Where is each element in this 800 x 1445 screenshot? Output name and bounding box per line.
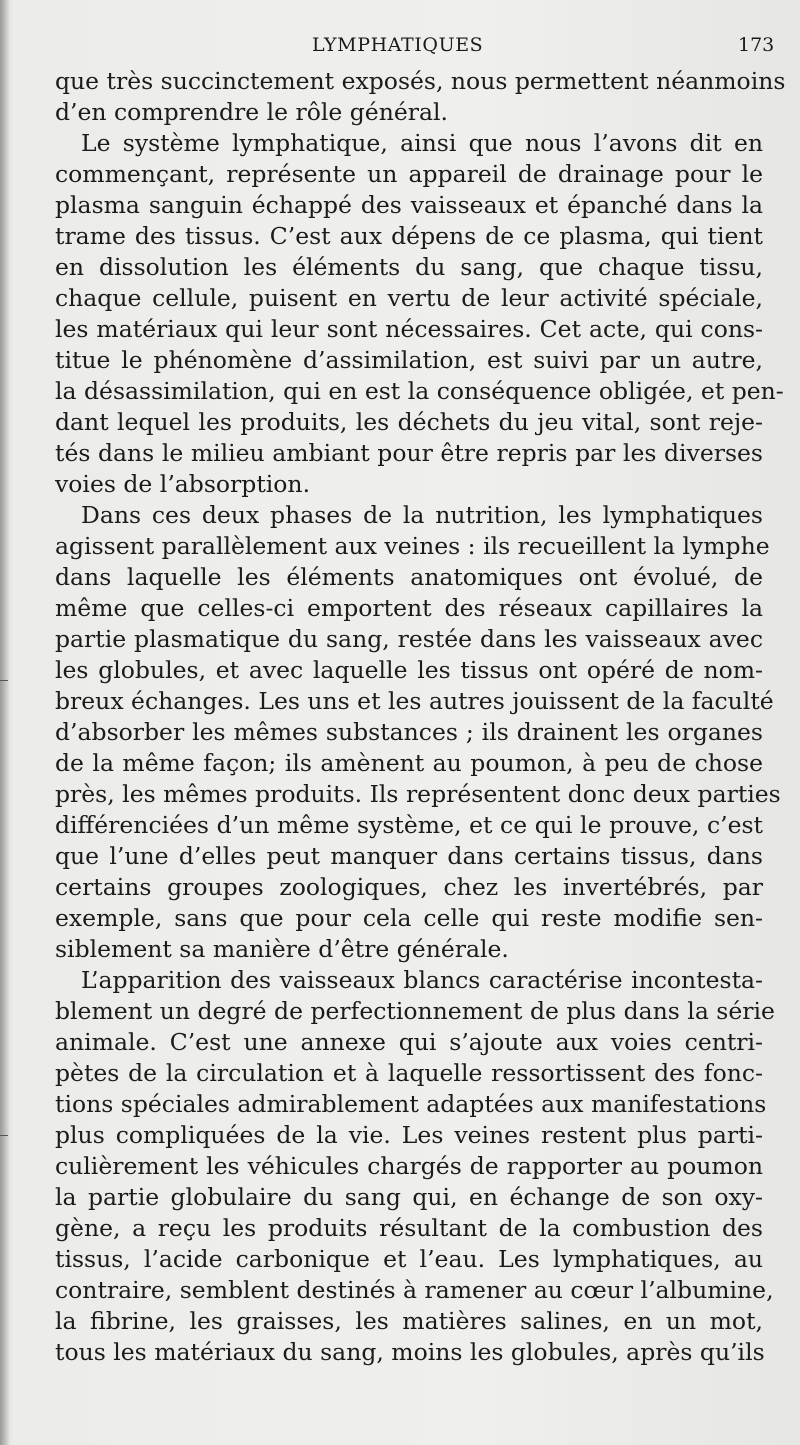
text-line: différenciées d’un même système, et ce qui le prouve, c’est [55,811,763,839]
text-line: gène, a reçu les produits résultant de la combustion des [55,1214,763,1242]
text-line: trame des tissus. C’est aux dépens de ce plasma, qui tient [55,222,763,250]
text-line: près, les mêmes produits. Ils représentent donc deux parties [55,780,781,808]
text-line: siblement sa manière d’être générale. [55,935,509,963]
page-number: 173 [738,34,775,56]
text-line: Le système lymphatique, ainsi que nous l’avons dit en [81,129,763,157]
page-header [0,32,800,62]
text-line: dant lequel les produits, les déchets du jeu vital, sont reje- [55,408,763,436]
text-line: les matériaux qui leur sont nécessaires. Cet acte, qui cons- [55,315,763,343]
text-line: d’absorber les mêmes substances ; ils drainent les organes [55,718,763,746]
text-line: agissent parallèlement aux veines : ils recueillent la lymphe [55,532,770,560]
text-line: en dissolution les éléments du sang, que chaque tissu, [55,253,763,281]
text-line: breux échanges. Les uns et les autres jouissent de la faculté [55,687,774,715]
text-line: chaque cellule, puisent en vertu de leur activité spéciale, [55,284,763,312]
text-line: dans laquelle les éléments anatomiques ont évolué, de [55,563,763,591]
text-line: la fibrine, les graisses, les matières salines, en un mot, [55,1307,763,1335]
text-line: culièrement les véhicules chargés de rapporter au poumon [55,1152,763,1180]
text-line: plasma sanguin échappé des vaisseaux et épanché dans la [55,191,763,219]
text-line: Dans ces deux phases de la nutrition, les lymphatiques [81,501,763,529]
text-line: commençant, représente un appareil de drainage pour le [55,160,763,188]
text-line: voies de l’absorption. [55,470,311,498]
text-line: les globules, et avec laquelle les tissus ont opéré de nom- [55,656,763,684]
text-line: que très succinctement exposés, nous permettent néanmoins [55,67,786,95]
text-line: animale. C’est une annexe qui s’ajoute aux voies centri- [55,1028,763,1056]
text-line: titue le phénomène d’assimilation, est suivi par un autre, [55,346,763,374]
text-line: la désassimilation, qui en est la conséquence obligée, et pen- [55,377,784,405]
text-line: tissus, l’acide carbonique et l’eau. Les lymphatiques, au [55,1245,763,1273]
page-gutter-shadow [0,0,10,1445]
text-line: tions spéciales admirablement adaptées aux manifestations [55,1090,767,1118]
margin-tick [0,680,8,681]
margin-tick [0,1135,8,1136]
text-line: tés dans le milieu ambiant pour être repris par les diverses [55,439,763,467]
text-line: blement un degré de perfectionnement de plus dans la série [55,997,775,1025]
text-line: L’apparition des vaisseaux blancs caractérise incontesta- [81,966,763,994]
body-text [55,66,786,1368]
text-line: d’en comprendre le rôle général. [55,98,448,126]
text-line: pètes de la circulation et à laquelle ressortissent des fonc- [55,1059,763,1087]
text-line: certains groupes zoologiques, chez les invertébrés, par [55,873,763,901]
text-line: la partie globulaire du sang qui, en échange de son oxy- [55,1183,763,1211]
text-line: tous les matériaux du sang, moins les globules, après qu’ils [55,1338,765,1366]
text-line: même que celles-ci emportent des réseaux capillaires la [55,594,763,622]
text-line: exemple, sans que pour cela celle qui reste modifie sen- [55,904,763,932]
text-line: partie plasmatique du sang, restée dans les vaisseaux avec [55,625,763,653]
text-line: contraire, semblent destinés à ramener au cœur l’albumine, [55,1276,774,1304]
running-head: LYMPHATIQUES [312,34,484,56]
text-line: plus compliquées de la vie. Les veines restent plus parti- [55,1121,763,1149]
text-line: de la même façon; ils amènent au poumon, à peu de chose [55,749,763,777]
text-line: que l’une d’elles peut manquer dans certains tissus, dans [55,842,763,870]
